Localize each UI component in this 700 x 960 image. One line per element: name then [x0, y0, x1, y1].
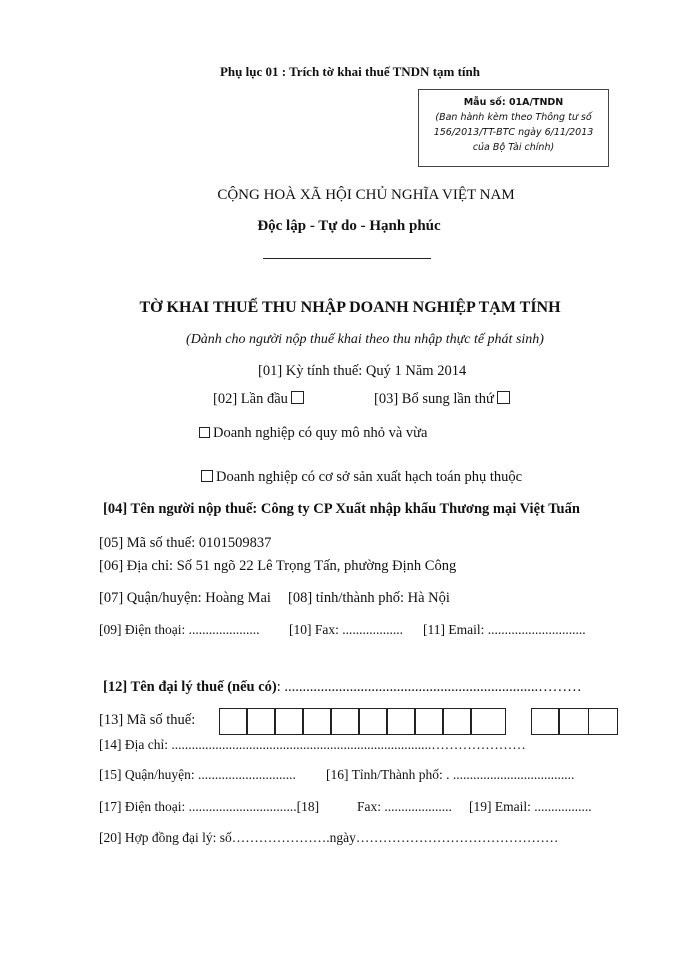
taxpayer-tax-code: [05] Mã số thuế: 0101509837 — [99, 535, 272, 551]
taxpayer-phone: [09] Điện thoại: ..................... — [99, 622, 260, 637]
tax-code-digit[interactable] — [387, 708, 415, 735]
agent-province: [16] Tỉnh/Thành phố: . .................................... — [326, 767, 575, 782]
agent-email: [19] Email: ................. — [469, 799, 592, 814]
agent-name-dots: : ......................................................................……… — [276, 679, 582, 695]
supplement-label: [03] Bổ sung lần thứ — [374, 391, 494, 407]
taxpayer-fax: [10] Fax: .................. — [289, 622, 403, 637]
page-subtitle: (Dành cho người nộp thuế khai theo thu nhập thực tế phát sinh) — [186, 332, 544, 347]
taxpayer-province: [08] tỉnh/thành phố: Hà Nội — [288, 590, 450, 606]
taxpayer-district: [07] Quận/huyện: Hoàng Mai — [99, 590, 271, 606]
first-time-checkbox[interactable] — [291, 391, 304, 404]
form-issued-line1: (Ban hành kèm theo Thông tư số — [435, 112, 592, 123]
dependent-option — [198, 469, 522, 486]
tax-code-digit[interactable] — [359, 708, 387, 735]
agent-district: [15] Quận/huyện: ............................. — [99, 767, 296, 782]
form-code-box — [418, 89, 609, 167]
form-issued-line2: 156/2013/TT-BTC ngày 6/11/2013 — [433, 127, 594, 138]
agent-contract: [20] Hợp đồng đại lý: số………………….ngày……………………………………… — [99, 830, 559, 845]
sme-checkbox[interactable] — [199, 427, 210, 438]
motto: Độc lập - Tự do - Hạnh phúc — [257, 218, 441, 234]
form-code: Mẫu số: 01A/TNDN — [463, 97, 564, 108]
taxpayer-name: [04] Tên người nộp thuế: Công ty CP Xuất nhập khẩu Thương mại Việt Tuấn — [103, 501, 580, 517]
supplement-field — [374, 391, 513, 408]
taxpayer-email: [11] Email: ............................. — [423, 622, 586, 637]
taxpayer-address: [06] Địa chỉ: Số 51 ngõ 22 Lê Trọng Tấn, phường Định Công — [99, 558, 457, 574]
agent-tax-code-label: [13] Mã số thuế: — [99, 712, 196, 728]
tax-code-digit[interactable] — [331, 708, 359, 735]
dependent-checkbox[interactable] — [201, 470, 213, 482]
republic-heading: CỘNG HOÀ XÃ HỘI CHỦ NGHĨA VIỆT NAM — [217, 187, 515, 203]
agent-name-label: [12] Tên đại lý thuế (nếu có) — [103, 679, 277, 695]
first-time-label: [02] Lần đầu — [213, 391, 288, 407]
page-title: TỜ KHAI THUẾ THU NHẬP DOANH NGHIỆP TẠM TÍNH — [139, 299, 561, 316]
agent-fax: Fax: .................... — [357, 799, 452, 814]
sme-label: Doanh nghiệp có quy mô nhỏ và vừa — [213, 425, 428, 441]
agent-name — [103, 679, 582, 696]
agent-phone: [17] Điện thoại: ................................[18] — [99, 799, 320, 814]
tax-code-digit[interactable] — [415, 708, 443, 735]
first-time-field — [213, 391, 307, 408]
appendix-title: Phụ lục 01 : Trích tờ khai thuế TNDN tạm tính — [219, 64, 480, 79]
tax-code-branch-digit[interactable] — [588, 708, 618, 735]
tax-code-digit[interactable] — [303, 708, 331, 735]
tax-code-digit[interactable] — [275, 708, 303, 735]
motto-underline — [263, 258, 431, 259]
tax-code-digit[interactable] — [443, 708, 471, 735]
tax-code-digit[interactable] — [471, 708, 506, 735]
dependent-label: Doanh nghiệp có cơ sở sản xuất hạch toán phụ thuộc — [216, 469, 523, 485]
agent-address: [14] Địa chỉ: .............................................................................………………… — [99, 737, 526, 752]
form-issued-line3: của Bộ Tài chính) — [472, 142, 555, 153]
tax-code-digit[interactable] — [247, 708, 275, 735]
tax-code-digit[interactable] — [219, 708, 247, 735]
tax-code-branch-digit[interactable] — [559, 708, 589, 735]
sme-option — [196, 425, 427, 442]
tax-period: [01] Kỳ tính thuế: Quý 1 Năm 2014 — [258, 363, 467, 379]
supplement-checkbox[interactable] — [497, 391, 510, 404]
tax-code-branch-digit[interactable] — [531, 708, 559, 735]
